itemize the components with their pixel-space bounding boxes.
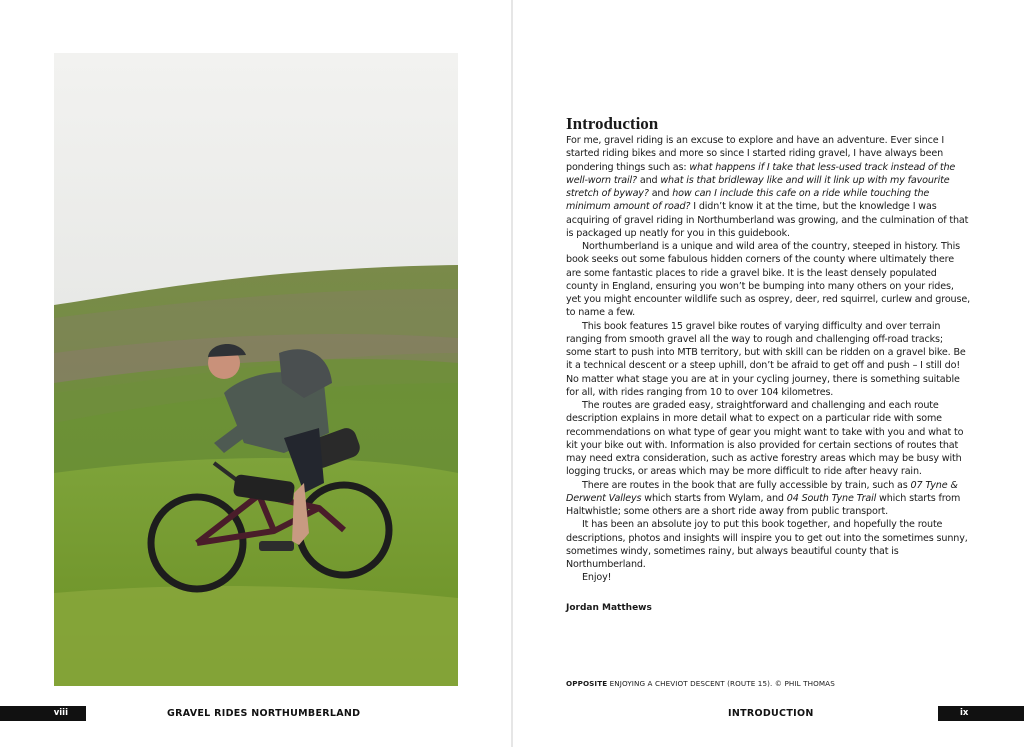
- paragraph-5-text-c: which starts from Haltwhistle; some others are a short ride away from public transport.: [566, 492, 961, 517]
- route-reference-07: 07 Tyne & Derwent Valleys: [566, 479, 958, 504]
- left-page-number-bar: [0, 706, 86, 721]
- page-title: Introduction: [566, 114, 659, 133]
- paragraph-1-question-2: what is that bridleway like and will it link up with my favourite stretch of byway?: [566, 174, 950, 199]
- left-running-head: GRAVEL RIDES NORTHUMBERLAND: [167, 708, 361, 719]
- caption-text: ENJOYING A CHEVIOT DESCENT (ROUTE 15). © PHIL THOMAS: [607, 679, 835, 688]
- paragraph-5-text-a: There are routes in the book that are fully accessible by train, such as: [582, 479, 911, 491]
- left-page-number: viii: [53, 708, 68, 718]
- cyclist-photo-illustration: [54, 53, 458, 686]
- paragraph-1-text-d: I didn’t know it at the time, but the knowledge I was acquiring of gravel riding in Northumberland was growing, and the culmination of that is packaged up neatly for you in this guidebook.: [566, 201, 969, 239]
- article-body: [566, 134, 971, 585]
- paragraph-1-question-3: how can I include this cafe on a ride while touching the minimum amount of road?: [566, 188, 930, 213]
- right-page-number-bar: [938, 706, 1024, 721]
- route-reference-04: 04 South Tyne Trail: [786, 492, 877, 504]
- paragraph-4: The routes are graded easy, straightforward and challenging and each route description explains in more detail what to expect on a particular ride with some recommendations on what type of gear you might want to take with you and what to kit your bike out with. Information is also provided for certain sections of routes that may need extra consideration, such as active forestry areas which may be busy with logging trucks, or areas which may be more difficult to ride after heavy rain.: [566, 400, 964, 478]
- paragraph-2: Northumberland is a unique and wild area of the country, steeped in history. This book seeks out some fabulous hidden corners of the county where ultimately there are some fantastic places to ride a gravel bike. It is the least densely populated county in England, ensuring you won’t be bumping into many others on your rides, yet you might encounter wildlife such as osprey, deer, red squirrel, curlew and grouse, to name a few.: [566, 241, 970, 319]
- paragraph-5-text-b: which starts from Wylam, and: [641, 492, 787, 504]
- paragraph-7: Enjoy!: [582, 572, 612, 584]
- paragraph-1-text-b: and: [636, 174, 661, 186]
- paragraph-3: This book features 15 gravel bike routes of varying difficulty and over terrain ranging from smooth gravel all the way to rough and challenging off-road tracks; some start to push into MTB territory, but with skill can be ridden on a gravel bike. Be it a technical descent or a steep uphill, don’t be afraid to get off and push – I still do! No matter what stage you are at in your cycling journey, there is something suitable for all, with rides ranging from 10 to over 104 kilometres.: [566, 320, 966, 398]
- paragraph-1-text-c: and: [648, 188, 673, 199]
- paragraph-5: [566, 479, 971, 519]
- introduction-article: [566, 114, 971, 613]
- right-page-number: ix: [960, 708, 969, 718]
- cyclist-photo: [54, 53, 458, 686]
- page-spine: [511, 0, 513, 747]
- author-signature: Jordan Matthews: [566, 602, 652, 613]
- paragraph-1-text-a: For me, gravel riding is an excuse to explore and have an adventure. Ever since I started riding bikes and more so since I started riding gravel, I have always been pondering things such as:: [566, 135, 945, 173]
- paragraph-1: [566, 134, 971, 240]
- paragraph-1-question-1: what happens if I take that less-used track instead of the well-worn trail?: [566, 161, 956, 186]
- photo-caption: [566, 679, 835, 688]
- caption-label: OPPOSITE: [566, 679, 608, 688]
- right-running-head: INTRODUCTION: [728, 708, 814, 719]
- paragraph-6: It has been an absolute joy to put this book together, and hopefully the route descriptions, photos and insights will inspire you to get out into the sometimes sunny, sometimes windy, sometimes rainy, but always beautiful county that is Northumberland.: [566, 519, 968, 570]
